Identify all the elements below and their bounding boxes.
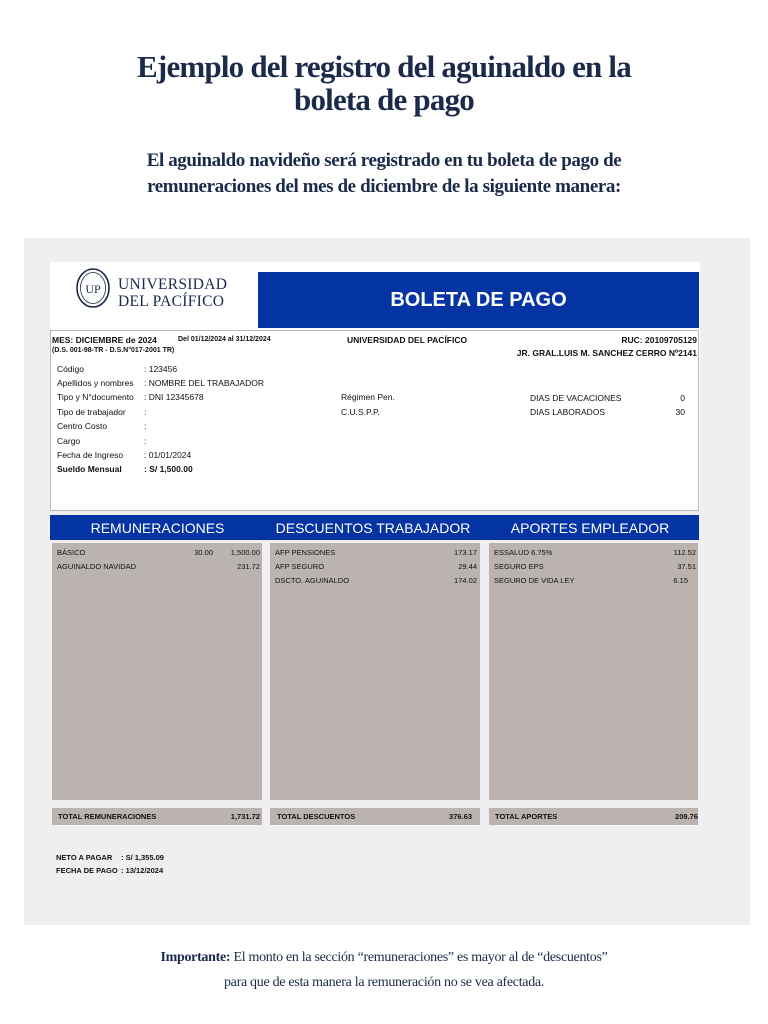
- important-note: [60, 945, 708, 995]
- field-value-fecha-ingreso: : 01/01/2024: [144, 450, 192, 460]
- page-title: [40, 50, 728, 116]
- field-label-centro-costo: Centro Costo: [57, 421, 108, 431]
- total-descuentos-label: TOTAL DESCUENTOS: [277, 812, 356, 821]
- subtitle-line-1: El aguinaldo navideño será registrado en tu boleta de pago de: [146, 150, 622, 171]
- field-value-nombres: : NOMBRE DEL TRABAJADOR: [144, 378, 264, 388]
- period-range: Del 01/12/2024 al 31/12/2024: [178, 336, 271, 343]
- desc-row-amount-afp-pensiones: 173.17: [454, 548, 477, 557]
- desc-row-amount-dscto-aguinaldo: 174.02: [454, 576, 477, 585]
- dias-vacaciones-value: 0: [680, 393, 685, 403]
- subtitle-line-2: remuneraciones del mes de diciembre de la siguiente manera:: [147, 176, 621, 197]
- important-note-text-1: El monto en la sección “remuneraciones” es mayor al de “descuentos”: [230, 950, 608, 965]
- company-address: JR. GRAL.LUIS M. SANCHEZ CERRO Nº2141: [516, 348, 697, 358]
- field-label-cargo: Cargo: [57, 436, 81, 446]
- field-value-tipo-trabajador: :: [144, 407, 147, 417]
- rem-row-qty-basico: 30.00: [194, 548, 213, 557]
- university-seal-icon: [75, 267, 111, 309]
- important-note-line-2: para que de esta manera la remuneración no se vea afectada.: [223, 975, 545, 990]
- boleta-banner: BOLETA DE PAGO: [258, 272, 699, 328]
- title-line-1: Ejemplo del registro del aguinaldo en la: [137, 49, 631, 84]
- desc-row-label-afp-seguro: AFP SEGURO: [275, 562, 325, 571]
- desc-row-amount-afp-seguro: 29.44: [458, 562, 477, 571]
- aport-row-label-eps: SEGURO EPS: [494, 562, 544, 571]
- legal-reference: (D.S. 001-98-TR - D.S.N°017-2001 TR): [52, 347, 175, 354]
- ruc-label: RUC: 20109705129: [621, 335, 697, 345]
- dias-laborados-value: 30: [675, 407, 685, 417]
- heading-remuneraciones: REMUNERACIONES: [50, 515, 265, 540]
- university-name-line-2: DEL PACÍFICO: [118, 293, 225, 310]
- neto-a-pagar-value: : S/ 1,355.09: [121, 853, 164, 862]
- rem-row-amount-basico: 1,500.00: [230, 548, 260, 557]
- period-label: MES: DICIEMBRE de 2024: [52, 335, 157, 345]
- rem-row-amount-aguinaldo: 231.72: [237, 562, 260, 571]
- total-aportes-label: TOTAL APORTES: [495, 812, 558, 821]
- university-name: [118, 276, 227, 310]
- field-value-centro-costo: :: [144, 421, 147, 431]
- title-line-2: boleta de pago: [294, 82, 474, 117]
- field-label-tipo-trabajador: Tipo de trabajador: [57, 407, 126, 417]
- total-aportes-value: 209.76: [675, 812, 698, 821]
- desc-row-label-dscto-aguinaldo: DSCTO. AGUINALDO: [275, 576, 350, 585]
- total-remuneraciones-value: 1,731.72: [230, 812, 260, 821]
- neto-a-pagar-label: NETO A PAGAR: [56, 853, 113, 862]
- aport-row-label-vida-ley: SEGURO DE VIDA LEY: [494, 576, 575, 585]
- heading-descuentos: DESCUENTOS TRABAJADOR: [265, 515, 481, 540]
- aport-row-amount-essalud: 112.52: [673, 548, 696, 557]
- important-note-line-1: [60, 945, 708, 970]
- field-value-sueldo: : S/ 1,500.00: [144, 464, 193, 474]
- company-name: UNIVERSIDAD DEL PACÍFICO: [347, 335, 468, 345]
- field-value-documento: : DNI 12345678: [144, 392, 204, 402]
- desc-row-label-afp-pensiones: AFP PENSIONES: [275, 548, 336, 557]
- total-remuneraciones-label: TOTAL REMUNERACIONES: [58, 812, 157, 821]
- aport-row-label-essalud: ESSALUD 6.75%: [494, 548, 553, 557]
- dias-vacaciones-label: DIAS DE VACACIONES: [530, 393, 622, 403]
- cuspp-label: C.U.S.P.P.: [341, 407, 380, 417]
- fecha-pago-label: FECHA DE PAGO: [56, 866, 118, 875]
- page-subtitle: [60, 148, 708, 200]
- aport-row-amount-eps: 37.51: [677, 562, 696, 571]
- field-label-sueldo: Sueldo Mensual: [57, 464, 122, 474]
- field-value-cargo: :: [144, 436, 147, 446]
- important-note-label: Importante:: [160, 950, 231, 965]
- remuneraciones-body: [52, 543, 262, 800]
- dias-laborados-label: DIAS LABORADOS: [530, 407, 606, 417]
- university-name-line-1: UNIVERSIDAD: [118, 276, 228, 293]
- regimen-pension-label: Régimen Pen.: [341, 392, 395, 402]
- field-label-documento: Tipo y N°documento: [57, 392, 134, 402]
- fecha-pago-value: : 13/12/2024: [121, 866, 164, 875]
- field-label-fecha-ingreso: Fecha de Ingreso: [57, 450, 124, 460]
- field-value-codigo: : 123456: [144, 364, 178, 374]
- field-label-nombres: Apellidos y nombres: [57, 378, 134, 388]
- svg-text:UP: UP: [85, 282, 101, 296]
- field-label-codigo: Código: [57, 364, 84, 374]
- heading-aportes: APORTES EMPLEADOR: [481, 515, 699, 540]
- aport-row-amount-vida-ley: 6.15: [673, 576, 688, 585]
- rem-row-label-aguinaldo: AGUINALDO NAVIDAD: [57, 562, 137, 571]
- total-descuentos-value: 376.63: [449, 812, 472, 821]
- rem-row-label-basico: BÁSICO: [57, 548, 86, 557]
